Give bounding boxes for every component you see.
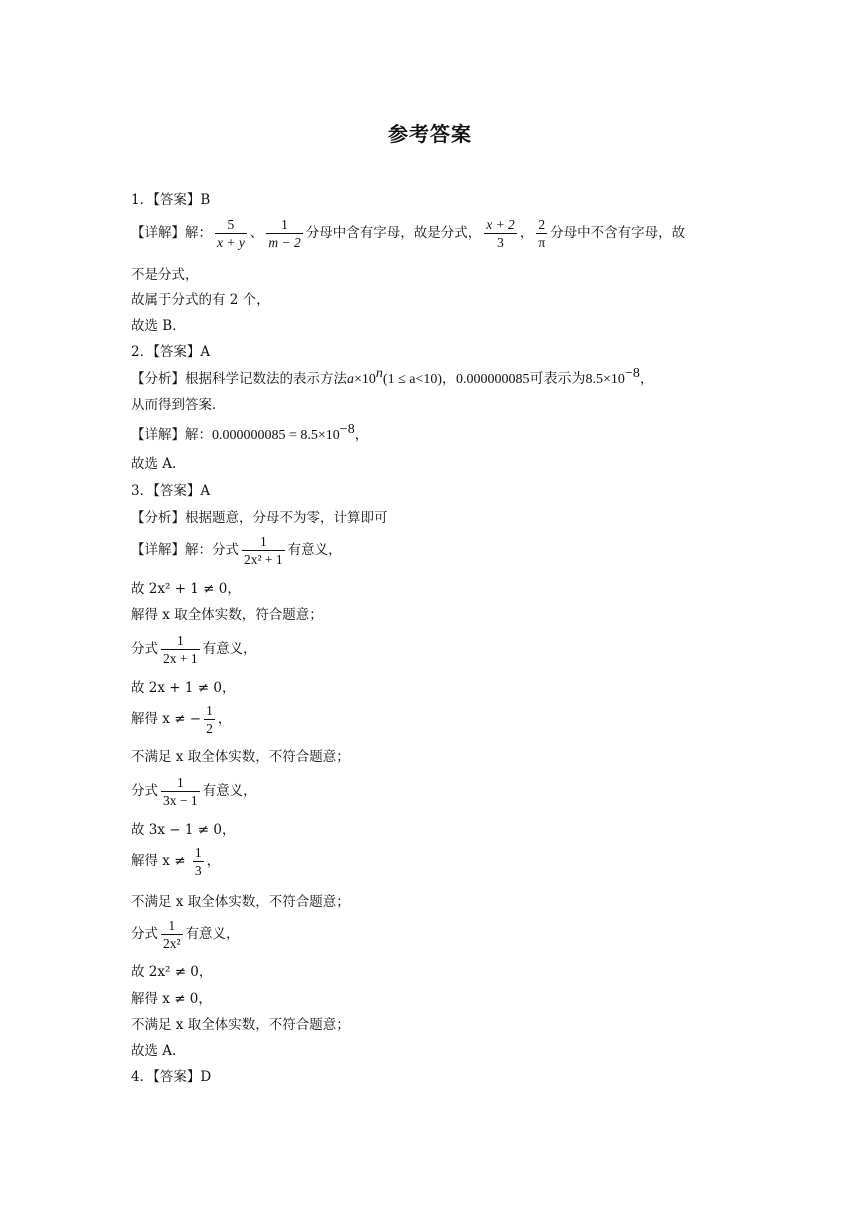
q3-detail-prefix: 【详解】解：分式 <box>131 542 239 558</box>
q3-c-result-end: ， <box>206 853 221 869</box>
q3-fraction-c: $\frac{1}{3x - 1}$ <box>163 775 198 808</box>
q2-choose: 故选 A. <box>131 456 177 472</box>
q1-detail <box>131 217 741 250</box>
q2-answer: 2．【答案】A <box>131 344 211 360</box>
q1-detail-mid: 分母中含有字母，故是分式， <box>305 225 482 241</box>
q1-answer: 1．【答案】B <box>131 192 211 208</box>
q3-meaningful-d: 有意义， <box>185 926 240 942</box>
q1-fraction-4: $\frac{2}{\pi}$ <box>538 217 546 250</box>
q3-d-prefix: 分式 <box>131 926 158 942</box>
q3-c-fraction: $\frac{1}{3}$ <box>194 845 202 878</box>
q3-c-conclusion: 不满足 x 取全体实数，不符合题意； <box>131 894 350 910</box>
q2-sci-base: 8.5×10 <box>585 372 625 387</box>
q3-b-conclusion: 不满足 x 取全体实数，不符合题意； <box>131 749 350 765</box>
q2-analysis-end: ， <box>639 371 654 387</box>
q1-detail-tail: 分母中不含有字母，故 <box>550 225 686 241</box>
q3-answer: 3．【答案】A <box>131 483 211 499</box>
q3-meaningful-a: 有意义， <box>287 542 342 558</box>
q3-b-prefix: 分式 <box>131 641 158 657</box>
q3-fraction-b: $\frac{1}{2x + 1}$ <box>163 633 198 666</box>
q2-analysis-mid: ，0.000000085可表示为 <box>442 372 586 387</box>
q3-b-cond: 故 2x + 1 ≠ 0， <box>131 680 236 696</box>
q2-sci-exp: −8 <box>624 366 640 381</box>
q3-d-result: 解得 x ≠ 0， <box>131 991 212 1007</box>
q3-c-cond: 故 3x − 1 ≠ 0， <box>131 822 236 838</box>
q3-b-result-prefix: 解得 x ≠ − <box>131 711 202 727</box>
q3-meaningful-c: 有意义， <box>202 783 257 799</box>
q3-a-result: 解得 x 取全体实数，符合题意； <box>131 607 323 623</box>
q2-analysis-cont: 从而得到答案． <box>131 397 226 413</box>
q2-detail-exp: −8 <box>339 422 355 437</box>
q3-b-fraction: $\frac{1}{2}$ <box>206 703 213 736</box>
page-title: 参考答案 <box>388 122 472 146</box>
q1-fraction-1: $\frac{5}{x + y}$ <box>217 217 245 250</box>
q3-b-result <box>131 703 741 736</box>
q3-c-prefix: 分式 <box>131 783 158 799</box>
q3-option-a <box>131 534 741 567</box>
q2-formula-exp: n <box>375 366 383 381</box>
q3-choose: 故选 A. <box>131 1043 177 1059</box>
q3-option-b <box>131 633 741 666</box>
q1-separator-1: 、 <box>249 225 264 241</box>
q3-b-result-end: ， <box>217 711 232 727</box>
q2-analysis-prefix: 【分析】根据科学记数法的表示方法 <box>131 371 347 387</box>
q1-choose: 故选 B． <box>131 318 186 334</box>
q2-analysis <box>131 366 741 390</box>
q1-fraction-2: $\frac{1}{m - 2}$ <box>268 217 301 250</box>
q1-detail-prefix: 【详解】解： <box>131 225 212 241</box>
q1-count: 故属于分式的有 2 个， <box>131 292 270 308</box>
q2-formula-a: a <box>347 372 354 387</box>
q3-fraction-d: $\frac{1}{\text{2x²}}$ <box>163 918 181 951</box>
q3-fraction-a: $\frac{1}{\text{2x² + 1}}$ <box>244 534 283 567</box>
q3-meaningful-b: 有意义， <box>202 641 257 657</box>
q1-fraction-3: $\frac{x + 2}{3}$ <box>486 217 515 250</box>
q2-detail-end: ， <box>354 427 369 443</box>
q3-option-c <box>131 775 741 808</box>
q2-detail <box>131 422 741 446</box>
q2-formula-times: ×10 <box>354 372 376 387</box>
q3-d-conclusion: 不满足 x 取全体实数，不符合题意； <box>131 1017 350 1033</box>
q1-detail-cont: 不是分式， <box>131 267 199 283</box>
q1-separator-2: ， <box>519 225 534 241</box>
q3-c-result <box>131 845 741 878</box>
q4-answer: 4．【答案】D <box>131 1069 212 1085</box>
q2-formula-range: (1 ≤ a<10) <box>382 372 443 387</box>
q3-c-result-prefix: 解得 x ≠ <box>131 853 190 869</box>
q3-analysis: 【分析】根据题意，分母不为零，计算即可 <box>131 510 388 526</box>
q3-option-d <box>131 918 741 951</box>
q2-detail-eq: 0.000000085 = 8.5×10 <box>212 428 340 443</box>
q3-d-cond: 故 2x² ≠ 0， <box>131 964 213 980</box>
q2-detail-prefix: 【详解】解： <box>131 427 212 443</box>
q3-a-cond: 故 2x² + 1 ≠ 0， <box>131 581 241 597</box>
